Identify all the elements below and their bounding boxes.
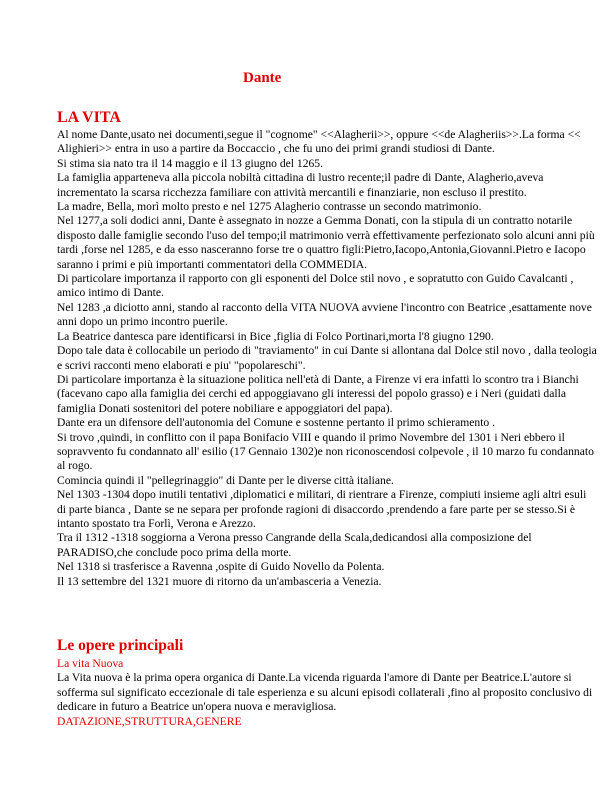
paragraph: Comincia quindi il "pellegrinaggio" di Dante per le diverse città italiane. <box>57 473 394 487</box>
section-label: DATAZIONE,STRUTTURA,GENERE <box>57 714 242 728</box>
paragraph: La Vita nuova è la prima opera organica di Dante.La vicenda riguarda l'amore di Dante per Beatrice.L'autore si sofferma sul significato eccezionale di tale esperienza e su alcuni episodi collaterali ,fino al proposito conclusivo di dedicare in futuro a Beatrice un'opera nuova e meravigliosa. <box>57 671 593 714</box>
subheading-vita-nuova: La vita Nuova <box>57 657 124 670</box>
document-title: Dante <box>243 70 282 86</box>
paragraph: Al nome Dante,usato nei documenti,segue il "cognome" <<Alagherii>>, oppure <<de Alagheriis>>.La forma << Alighieri>> entra in uso a partire da Boccaccio , che fu uno dei primi grandi studiosi di Dante. <box>57 128 581 156</box>
section-body-la-vita <box>57 128 597 589</box>
paragraph: Nel 1303 -1304 dopo inutili tentativi ,diplomatici e militari, di rientrare a Firenze, compiuti insieme agli altri esuli di parte bianca , Dante se ne separa per profonde ragioni di disaccordo ,prendendo a fare parte per se stesso.Si è intanto spostato tra Forlì, Verona e Arezzo. <box>57 488 587 530</box>
paragraph: Dopo tale data è collocabile un periodo di "traviamento" in cui Dante si allontana dal Dolce stil novo , dalla teologia e scrivi racconti meno elaborati e piu' "popolareschi". <box>57 344 597 372</box>
paragraph: Dante era un difensore dell'autonomia del Comune e sostenne pertanto il primo schieramento . <box>57 416 496 430</box>
paragraph: Nel 1318 si trasferisce a Ravenna ,ospite di Guido Novello da Polenta. <box>57 560 385 574</box>
paragraph: La Beatrice dantesca pare identificarsi in Bice ,figlia di Folco Portinari,morta l'8 giugno 1290. <box>57 329 494 343</box>
paragraph: Si trovo ,quindi, in conflitto con il papa Bonifacio VIII e quando il primo Novembre del 1301 i Neri ebbero il sopravvento fu condannato all' esilio (17 Gennaio 1302)e non riconoscendosi colpevole , il 10 marzo fu condannato al rogo. <box>57 430 594 473</box>
paragraph: Si stima sia nato tra il 14 maggio e il 13 giugno del 1265. <box>57 156 323 170</box>
paragraph: Tra il 1312 -1318 soggiorna a Verona presso Cangrande della Scala,dedicandosi alla composizione del PARADISO,che conclude poco prima della morte. <box>57 531 532 559</box>
paragraph: Nel 1283 ,a diciotto anni, stando al racconto della VITA NUOVA avviene l'incontro con Beatrice ,esattamente nove anni dopo un primo incontro puerile. <box>57 300 592 329</box>
section-heading-la-vita: LA VITA <box>57 109 121 126</box>
section-body-opere <box>57 657 597 729</box>
paragraph: Nel 1277,a soli dodici anni, Dante è assegnato in nozze a Gemma Donati, con la stipula di un contratto notarile disposto dalle famiglie secondo l'uso del tempo;il matrimonio verrà effettivamente perfezionato solo alcuni anni più tardi ,forse nel 1285, e da esso nasceranno forse tre o quattro figli:Pietro,Iacopo,Antonia,Giovanni.Pietro e Iacopo saranno i primi e più importanti commentatori della COMMEDIA. <box>57 214 595 271</box>
paragraph: Il 13 settembre del 1321 muore di ritorno da un'ambasceria a Venezia. <box>57 574 382 588</box>
paragraph: La madre, Bella, morì molto presto e nel 1275 Alagherio contrasse un secondo matrimonio. <box>57 200 482 214</box>
section-heading-opere: Le opere principali <box>57 637 184 654</box>
paragraph: La famiglia apparteneva alla piccola nobiltà cittadina di lustro recente;il padre di Dante, Alagherio,aveva incrementato la scarsa ricchezza familiare con attività mercantili e finanziarie, non escluso il prestito. <box>57 171 544 199</box>
paragraph: Di particolare importanza il rapporto con gli esponenti del Dolce stil novo , e sopratutto con Guido Cavalcanti , amico intimo di Dante. <box>57 272 574 300</box>
paragraph: Di particolare importanza è la situazione politica nell'età di Dante, a Firenze vi era infatti lo scontro tra i Bianchi (facevano capo alla famiglia dei cerchi ed appoggiavano gli interessi del popolo grasso) e i Neri (guidati dalla famiglia Donati sostenitori del potere nobiliare e appoggiatori del papa). <box>57 372 579 415</box>
